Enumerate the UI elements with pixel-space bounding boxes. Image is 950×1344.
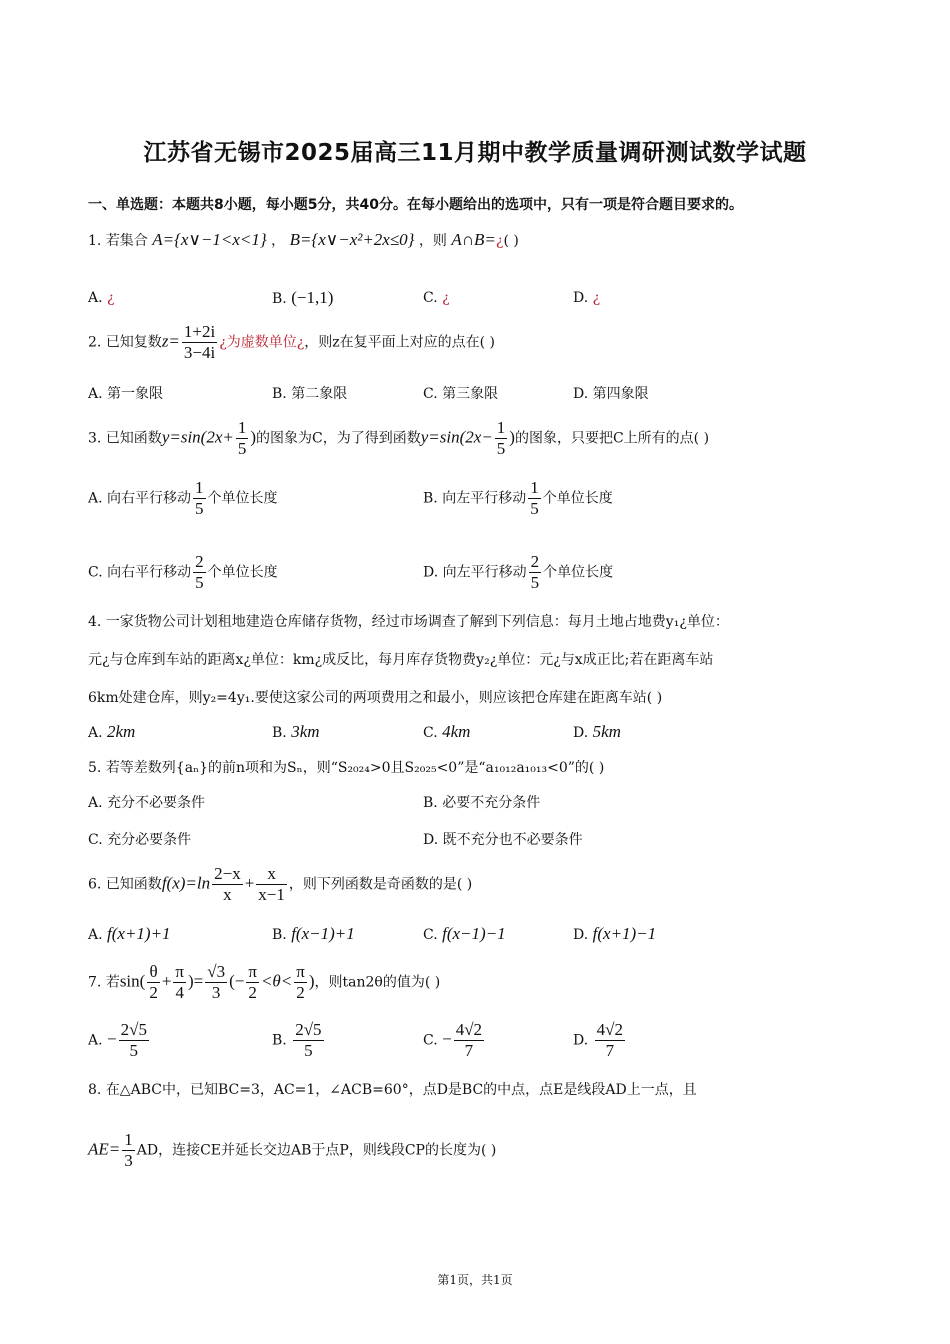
option-5a: A. 充分不必要条件 [88,795,206,811]
exam-title: 江苏省无锡市2025届高三11月期中教学质量调研测试数学试题 [143,140,807,166]
question-1: 1. 若集合 A={x∨−1<x<1} ， B={x∨−x²+2x≤0} ，则 A∩B=¿( ) [88,230,519,249]
set-a: A={x∨−1<x<1} [152,230,267,249]
fraction: $\frac{1+2i}{3-4i}$ [183,322,216,362]
option-7a: A. − $\frac{2√5}{5}$ [88,1020,147,1060]
section-heading: 一、单选题：本题共8小题，每小题5分，共40分。在每小题给出的选项中，只有一项是符合题目要求的。 [88,197,743,213]
option-5b: B. 必要不充分条件 [423,795,541,811]
option-1c: C. ¿ [423,290,450,306]
option-5d: D. 既不充分也不必要条件 [423,832,583,848]
option-1a: A. ¿ [88,290,115,306]
question-4: 4. 一家货物公司计划租地建造仓库储存货物，经过市场调查了解到下列信息：每月土地占地费y₁¿单位： [88,614,729,630]
option-4a: A. 2km [88,722,136,741]
question-7: 7. 若sin( $\frac{\theta}{2}$ + $\frac{\pi}{4}$ )= $\frac{√3}{3}$ (− $\frac{\pi}{2}$ <θ< $\frac{\pi}{2}$ )，则tan2θ的值为( ) [88,962,441,1002]
question-5: 5. 若等差数列{aₙ}的前n项和为Sₙ，则“S₂₀₂₄>0且S₂₀₂₅<0”是“a₁₀₁₂a₁₀₁₃<0”的( ) [88,760,605,776]
option-7b: B. $\frac{2√5}{5}$ [272,1020,322,1060]
question-4-line2: 元¿与仓库到车站的距离x¿单位：km¿成反比，每月库存货物费y₂¿单位：元¿与x成正比;若在距离车站 [88,652,714,668]
question-3: 3. 已知函数y=sin(2x+ $\frac{1}{5}$ )的图象为C，为了得到函数y=sin(2x− $\frac{1}{5}$ )的图象，只要把C上所有的点( ) [88,418,710,458]
question-4-line3: 6km处建仓库，则y₂=4y₁.要使这家公司的两项费用之和最小，则应该把仓库建在距离车站( ) [88,690,663,706]
option-7d: D. $\frac{4√2}{7}$ [573,1020,623,1060]
question-8: 8. 在△ABC中，已知BC=3，AC=1，∠ACB=60°，点D是BC的中点，点E是线段AD上一点，且 [88,1082,697,1098]
page-footer: 第1页，共1页 [437,1273,513,1287]
option-5c: C. 充分必要条件 [88,832,192,848]
option-6c: C. f(x−1)−1 [423,924,506,943]
option-2a: A. 第一象限 [88,386,164,402]
option-3a: A. 向右平行移动 $\frac{1}{5}$ 个单位长度 [88,478,278,518]
set-b: B={x∨−x²+2x≤0} [289,230,415,249]
option-6a: A. f(x+1)+1 [88,924,171,943]
question-8-line2: AE= $\frac{1}{3}$ AD，连接CE并延长交边AB于点P，则线段CP的长度为( ) [88,1130,497,1170]
option-6d: D. f(x+1)−1 [573,924,657,943]
question-2: 2. 已知复数z= $\frac{1+2i}{3-4i}$ ¿为虚数单位¿，则z在复平面上对应的点在( ) [88,322,495,362]
option-3b: B. 向左平行移动 $\frac{1}{5}$ 个单位长度 [423,478,613,518]
option-3c: C. 向右平行移动 $\frac{2}{5}$ 个单位长度 [88,552,278,592]
option-2c: C. 第三象限 [423,386,499,402]
question-6: 6. 已知函数f(x)=ln $\frac{2-x}{x}$ + $\frac{x}{x-1}$ ，则下列函数是奇函数的是( ) [88,864,473,904]
option-4c: C. 4km [423,722,471,741]
option-1d: D. ¿ [573,290,601,306]
option-4d: D. 5km [573,722,621,741]
option-2d: D. 第四象限 [573,386,649,402]
option-4b: B. 3km [272,722,320,741]
option-2b: B. 第二象限 [272,386,348,402]
option-6b: B. f(x−1)+1 [272,924,355,943]
option-3d: D. 向左平行移动 $\frac{2}{5}$ 个单位长度 [423,552,614,592]
option-7c: C. − $\frac{4√2}{7}$ [423,1020,483,1060]
option-1b: B. (−1,1) [272,288,334,307]
